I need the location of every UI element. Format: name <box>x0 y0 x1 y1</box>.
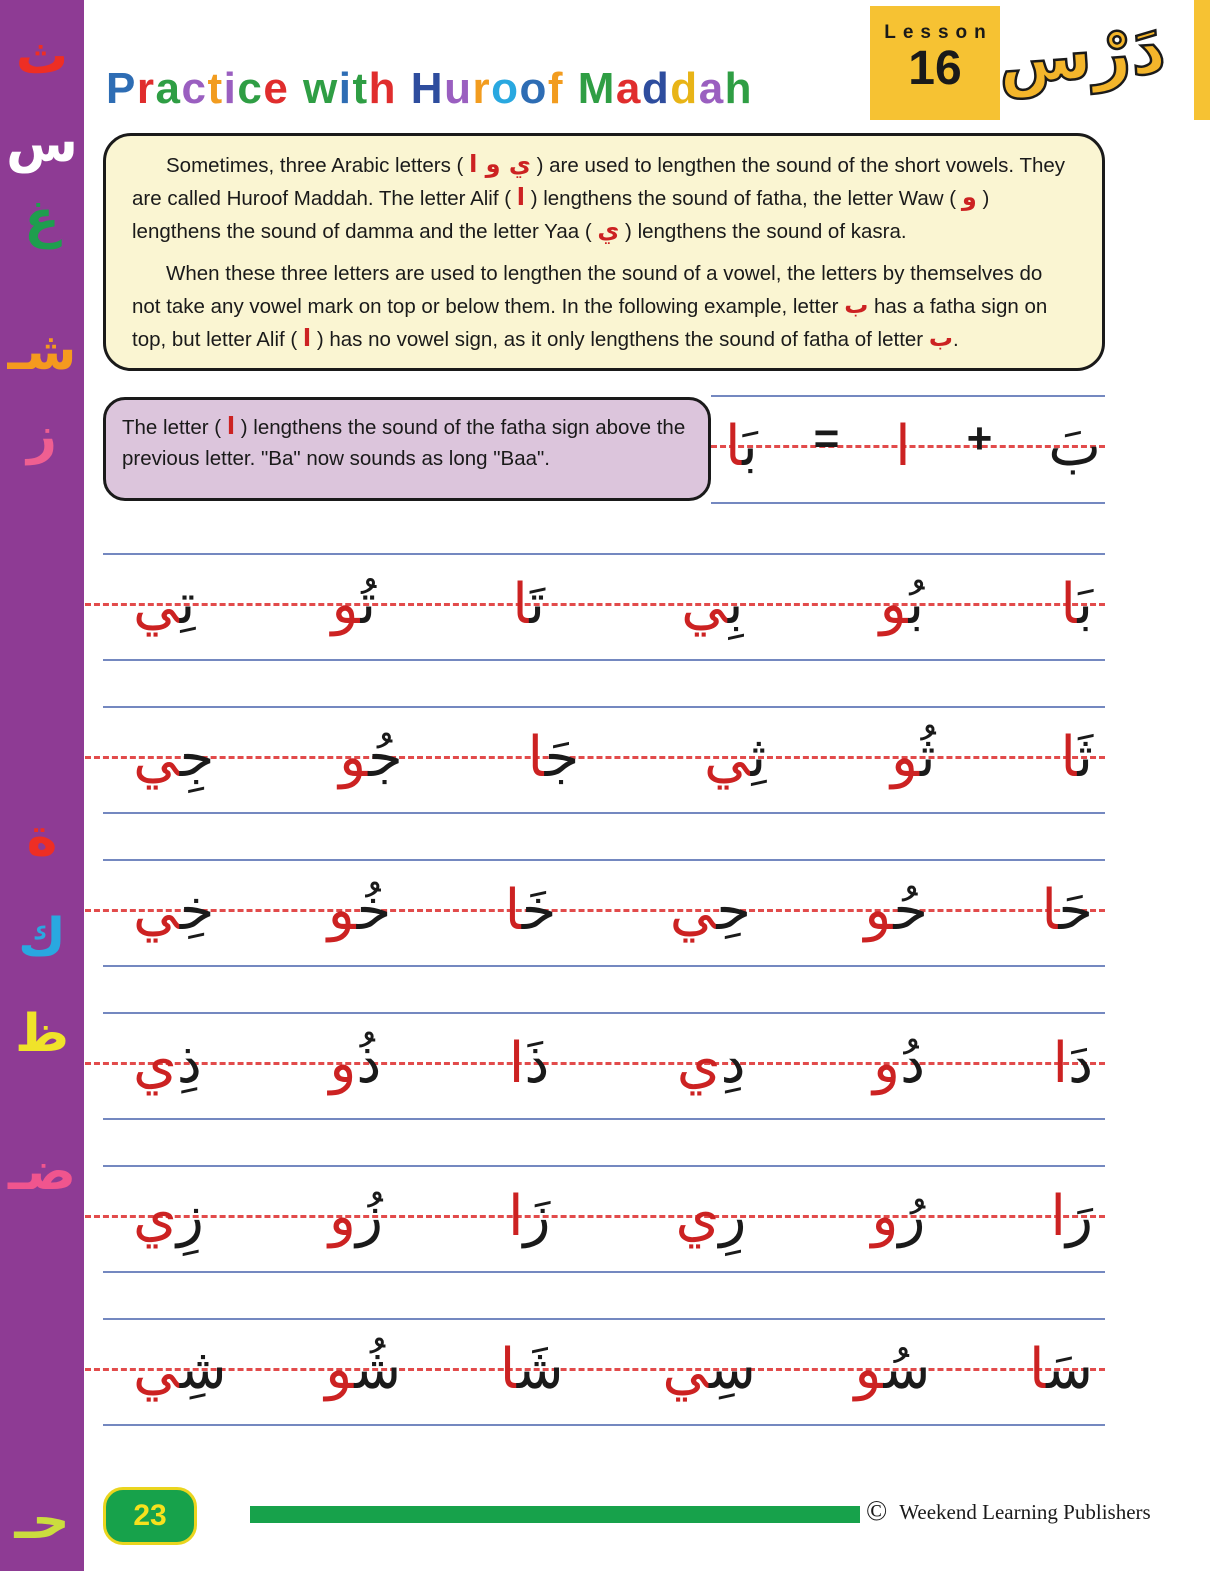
practice-item <box>879 572 925 637</box>
sidebar <box>0 0 84 1571</box>
gold-edge-bar <box>1194 0 1210 120</box>
practice-item <box>329 1031 382 1096</box>
title-letter: w <box>303 64 339 113</box>
maddah-letter: ‍و <box>891 725 920 790</box>
maddah-letter: ‍ا <box>512 572 530 637</box>
maddah-letter: ‍ي <box>662 1337 710 1402</box>
title-letter: t <box>207 64 224 113</box>
base-letter: بُ‍ <box>908 572 925 637</box>
maddah-letter: ‍و <box>854 1337 884 1402</box>
practice-item <box>662 1337 756 1402</box>
practice-item <box>1029 1337 1093 1402</box>
title-letter: r <box>472 64 492 113</box>
maddah-letter: ي <box>133 1031 177 1096</box>
maddah-letter: و <box>328 1184 356 1249</box>
title-letter: c <box>237 64 264 113</box>
inline-arabic-letter: ا <box>516 183 525 211</box>
intro-paragraph-1: Sometimes, three Arabic letters ( ا و ي ) are used to lengthen the sound of the short vowels. They are called Huroof Maddah. The letter Alif ( ا ) lengthens the sound of fatha, the letter Waw ( و ) lengthens the sound of damma and the letter Yaa ( ي ) lengthens the sound of kasra. <box>132 150 1066 244</box>
result-base: بَ‍ <box>742 414 758 479</box>
maddah-letter: ا <box>1050 1184 1066 1249</box>
title-letter: H <box>410 64 445 113</box>
equation-maddah-letter: ا <box>895 414 911 479</box>
example-section <box>103 395 1105 502</box>
practice-item <box>499 1337 564 1402</box>
maddah-letter: ا <box>1052 1031 1069 1096</box>
base-letter: خُ‍ <box>356 878 392 943</box>
base-letter: دِ <box>720 1031 746 1096</box>
inline-arabic-letter: ي <box>597 216 620 244</box>
base-letter: ذِ <box>176 1031 202 1096</box>
base-letter: زُ <box>355 1184 383 1249</box>
practice-item <box>133 878 215 943</box>
practice-item <box>1050 1184 1093 1249</box>
base-letter: رَ <box>1065 1184 1093 1249</box>
sidebar-arabic-letter: شـ <box>7 322 77 382</box>
maddah-letter: ‍ي <box>133 1337 180 1402</box>
maddah-letter: ‍ي <box>133 878 180 943</box>
practice-item <box>133 725 215 790</box>
practice-row <box>103 553 1105 661</box>
sidebar-arabic-letter: حـ <box>14 1491 70 1551</box>
title-letter <box>564 64 578 113</box>
practice-row <box>103 706 1105 814</box>
maddah-letter: ‍ا <box>1041 878 1059 943</box>
sidebar-arabic-letter: ث <box>15 26 69 86</box>
base-letter: ثِ‍ <box>750 725 767 790</box>
practice-item <box>508 1031 550 1096</box>
equation-operator: + <box>966 414 993 463</box>
sidebar-arabic-letter: غ <box>24 190 60 250</box>
maddah-letter: ‍و <box>339 725 369 790</box>
practice-row-items <box>103 1320 1105 1424</box>
title-letter: u <box>444 64 473 113</box>
title-letter: h <box>724 64 754 113</box>
maddah-letter: و <box>871 1184 899 1249</box>
example-note-box <box>103 397 711 501</box>
maddah-letter: و <box>873 1031 901 1096</box>
practice-item <box>864 878 928 943</box>
title-letter: i <box>223 64 238 113</box>
maddah-letter: ي <box>133 1184 177 1249</box>
maddah-letter: ‍ا <box>1060 725 1078 790</box>
maddah-letter: ‍ا <box>504 878 522 943</box>
base-letter: دُ <box>900 1031 926 1096</box>
maddah-letter: ‍ا <box>1029 1337 1047 1402</box>
maddah-letter: ‍ي <box>133 572 180 637</box>
base-letter: حُ‍ <box>893 878 928 943</box>
title-letter: a <box>698 64 725 113</box>
base-letter: ثُ‍ <box>919 725 936 790</box>
title-letter: e <box>263 64 290 113</box>
base-letter: جُ‍ <box>368 725 403 790</box>
practice-item <box>675 1184 747 1249</box>
base-letter: سُ‍ <box>883 1337 931 1402</box>
practice-item <box>512 572 545 637</box>
maddah-letter: و <box>329 1031 357 1096</box>
practice-item <box>325 1337 402 1402</box>
practice-item <box>1052 1031 1094 1096</box>
title-letter <box>289 64 303 113</box>
practice-item <box>328 1184 383 1249</box>
equation-operator: = <box>813 414 840 463</box>
base-letter: تِ‍ <box>179 572 196 637</box>
practice-item <box>681 572 744 637</box>
maddah-letter: ‍ي <box>669 878 717 943</box>
practice-row <box>103 1165 1105 1273</box>
practice-item <box>676 1031 746 1096</box>
base-letter: رُ <box>898 1184 926 1249</box>
maddah-letter: ‍ي <box>133 725 180 790</box>
practice-item <box>327 878 392 943</box>
practice-row-items <box>103 1167 1105 1271</box>
inline-arabic-letter: ا <box>226 412 236 440</box>
maddah-letter: ي <box>675 1184 720 1249</box>
base-letter: سَ‍ <box>1046 1337 1093 1402</box>
practice-item <box>873 1031 926 1096</box>
title-letter: t <box>352 64 369 113</box>
base-letter: ذُ <box>356 1031 382 1096</box>
sidebar-arabic-letter: ة <box>26 808 58 868</box>
practice-item <box>1041 878 1093 943</box>
practice-item <box>504 878 557 943</box>
maddah-letter: ا <box>508 1031 525 1096</box>
page-number: 23 <box>133 1499 167 1532</box>
practice-item <box>854 1337 931 1402</box>
publisher-credit <box>866 1496 1151 1528</box>
base-letter: دَ <box>1068 1031 1093 1096</box>
title-letter: r <box>136 64 156 113</box>
practice-row-items <box>103 861 1105 965</box>
copyright-icon: © <box>866 1496 888 1527</box>
base-letter: شِ‍ <box>179 1337 227 1402</box>
title-letter: f <box>547 64 565 113</box>
equation-result <box>725 414 758 479</box>
base-letter: شَ‍ <box>516 1337 564 1402</box>
practice-row-items <box>103 555 1105 659</box>
base-letter: جِ‍ <box>179 725 215 790</box>
title-letter: o <box>519 64 548 113</box>
base-letter: خِ‍ <box>179 878 215 943</box>
maddah-letter: ‍ي <box>703 725 751 790</box>
practice-item <box>133 1337 227 1402</box>
base-letter: رِ <box>719 1184 747 1249</box>
sidebar-arabic-letter: ك <box>18 908 66 968</box>
practice-item <box>331 572 377 637</box>
maddah-letter: ‍و <box>327 878 357 943</box>
base-letter: خَ‍ <box>521 878 557 943</box>
lesson-badge <box>870 6 1000 120</box>
base-letter: جَ‍ <box>544 725 580 790</box>
maddah-letter: ‍و <box>331 572 361 637</box>
inline-arabic-letter: ا <box>302 324 312 352</box>
sidebar-arabic-letter: ظ <box>14 1004 69 1064</box>
maddah-letter: ‍و <box>864 878 894 943</box>
title-letter: d <box>641 64 671 113</box>
intro-paragraph-2: When these three letters are used to lengthen the sound of a vowel, the letters by themselves do not take any vowel mark on top or below them. In the following example, letter ب has a fatha sign on top, but letter Alif ( ا ) has no vowel sign, as it only lengthens the sound of fatha of letter ب. <box>132 262 1048 352</box>
maddah-letter: ‍و <box>325 1337 355 1402</box>
title-letter: h <box>368 64 398 113</box>
practice-item <box>871 1184 926 1249</box>
maddah-letter: ي <box>676 1031 721 1096</box>
example-note-text: The letter ( ا ) lengthens the sound of the fatha sign above the previous letter. "Ba" now sounds as long "Baa". <box>122 412 686 470</box>
base-letter: حَ‍ <box>1058 878 1093 943</box>
practice-item <box>133 572 196 637</box>
page-title <box>106 64 753 114</box>
lesson-arabic-calligraphy: دَرْس <box>995 10 1169 101</box>
practice-item <box>1060 725 1093 790</box>
maddah-letter: ا <box>507 1184 524 1249</box>
maddah-letter: ‍ا <box>1060 572 1078 637</box>
base-letter: تُ‍ <box>360 572 377 637</box>
practice-row-items <box>103 708 1105 812</box>
title-letter: a <box>155 64 182 113</box>
sidebar-arabic-letter: ز <box>27 406 57 466</box>
practice-row <box>103 1318 1105 1426</box>
practice-row-items <box>103 1014 1105 1118</box>
base-letter: زَ <box>523 1184 551 1249</box>
practice-item <box>1060 572 1093 637</box>
practice-item <box>669 878 751 943</box>
base-letter: تَ‍ <box>529 572 545 637</box>
base-letter: زِ <box>176 1184 204 1249</box>
title-letter: i <box>338 64 353 113</box>
practice-item <box>703 725 767 790</box>
practice-row <box>103 1012 1105 1120</box>
practice-item <box>891 725 936 790</box>
equation-base-letter: بَ <box>1048 414 1101 479</box>
base-letter: ذَ <box>524 1031 550 1096</box>
sidebar-arabic-letter: س <box>6 114 78 174</box>
maddah-letter: ‍ي <box>681 572 728 637</box>
title-letter: o <box>491 64 520 113</box>
title-letter: d <box>670 64 699 113</box>
example-equation <box>725 379 1101 511</box>
practice-item <box>133 1031 202 1096</box>
maddah-letter: ‍ا <box>527 725 545 790</box>
sidebar-arabic-letter: ضـ <box>7 1142 77 1202</box>
base-letter: بِ‍ <box>727 572 744 637</box>
intro-box <box>103 133 1105 371</box>
lesson-number: 16 <box>908 42 962 95</box>
maddah-letter: ‍و <box>879 572 909 637</box>
title-letter: P <box>106 64 137 113</box>
title-letter: c <box>181 64 208 113</box>
footer-rule <box>250 1506 860 1523</box>
base-letter: سِ‍ <box>709 1337 756 1402</box>
practice-item <box>133 1184 204 1249</box>
practice-item <box>507 1184 551 1249</box>
title-letter: M <box>577 64 616 113</box>
practice-item <box>339 725 403 790</box>
base-letter: ثَ‍ <box>1077 725 1093 790</box>
result-maddah: ‍ا <box>725 414 743 479</box>
base-letter: بَ‍ <box>1077 572 1093 637</box>
practice-row <box>103 859 1105 967</box>
title-letter: a <box>615 64 642 113</box>
inline-arabic-letter: ب <box>928 324 953 352</box>
practice-item <box>527 725 580 790</box>
page-number-badge <box>103 1487 197 1545</box>
publisher-name: Weekend Learning Publishers <box>899 1499 1151 1524</box>
lesson-label: Lesson <box>884 22 993 43</box>
inline-arabic-letter: ا و ي <box>469 150 531 178</box>
inline-arabic-letter: ب <box>844 291 869 319</box>
inline-arabic-letter: و <box>961 183 977 211</box>
maddah-letter: ‍ا <box>499 1337 517 1402</box>
title-letter <box>397 64 411 113</box>
base-letter: شُ‍ <box>354 1337 402 1402</box>
base-letter: حِ‍ <box>716 878 751 943</box>
